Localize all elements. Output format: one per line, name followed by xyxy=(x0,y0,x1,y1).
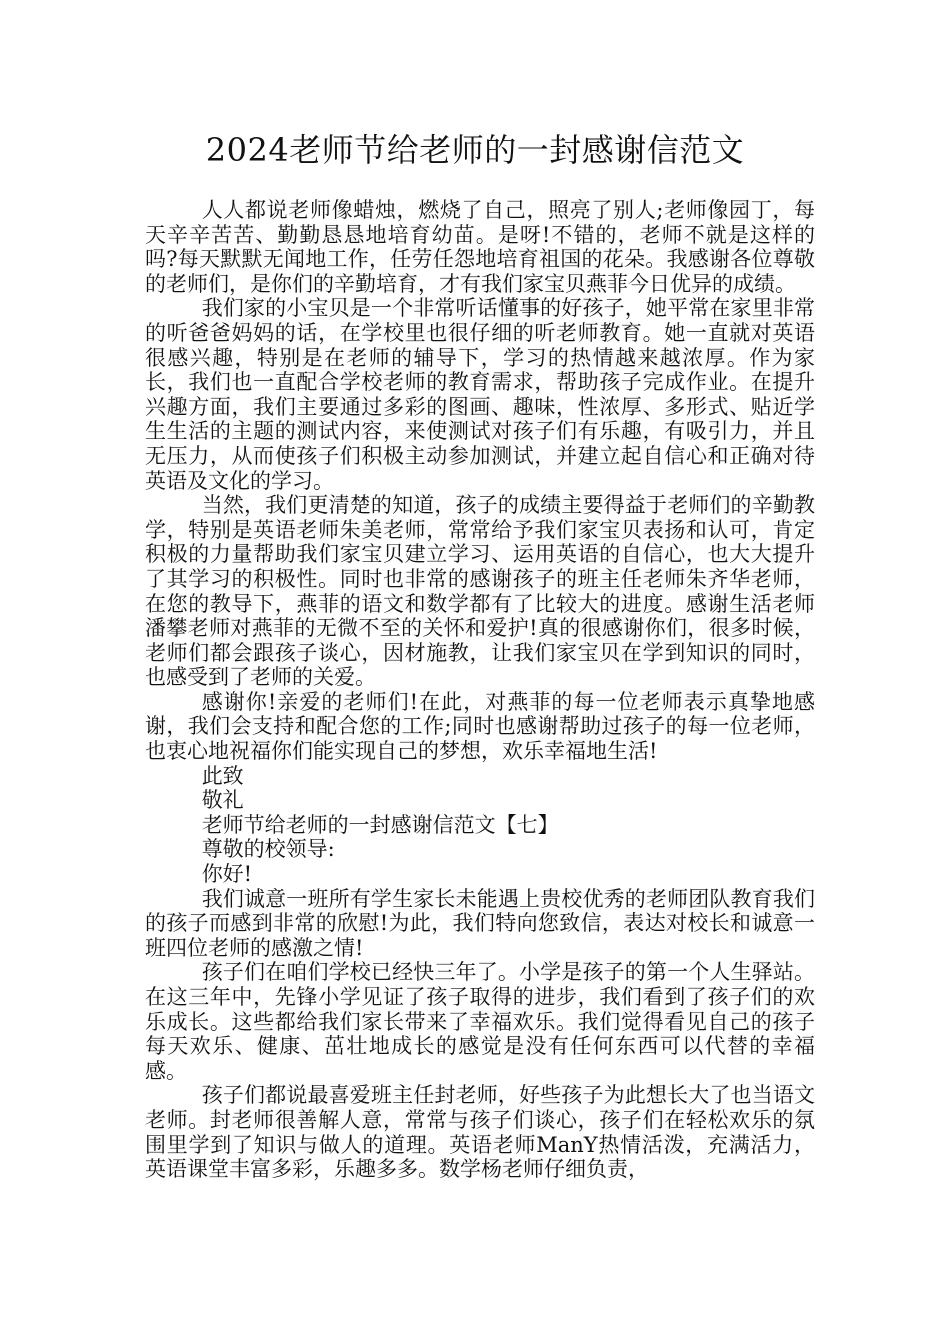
paragraph: 孩子们都说最喜爱班主任封老师，好些孩子为此想长大了也当语文老师。封老师很善解人意，常常与孩子们谈心，孩子们在轻松欢乐的氛围里学到了知识与做人的道理。英语老师ManY热情活泼，充满活力，英语课堂丰富多彩，乐趣多多。数学杨老师仔细负责， xyxy=(145,1083,815,1182)
paragraph: 感谢你!亲爱的老师们!在此，对燕菲的每一位老师表示真挚地感谢，我们会支持和配合您的工作;同时也感谢帮助过孩子的每一位老师，也衷心地祝福你们能实现自己的梦想，欢乐幸福地生活! xyxy=(145,689,815,764)
paragraph: 孩子们在咱们学校已经快三年了。小学是孩子的第一个人生驿站。在这三年中，先锋小学见证了孩子取得的进步，我们看到了孩子们的欢乐成长。这些都给我们家长带来了幸福欢乐。我们觉得看见自己的孩子每天欢乐、健康、茁壮地成长的感觉是没有任何东西可以代替的幸福感。 xyxy=(145,960,815,1083)
closing-line: 此致 xyxy=(201,763,244,788)
greeting-line: 尊敬的校领导: xyxy=(201,837,335,862)
paragraph: 我们家的小宝贝是一个非常听话懂事的好孩子，她平常在家里非常的听爸爸妈妈的话，在学校里也很仔细的听老师教育。她一直就对英语很感兴趣，特别是在老师的辅导下，学习的热情越来越浓厚。作为家长，我们也一直配合学校老师的教育需求，帮助孩子完成作业。在提升兴趣方面，我们主要通过多彩的图画、趣味，性浓厚、多形式、贴近学生生活的主题的测试内容，来使测试对孩子们有乐趣，有吸引力，并且无压力，从而使孩子们积极主动参加测试，并建立起自信心和正确对待英语及文化的学习。 xyxy=(145,296,815,493)
paragraph: 人人都说老师像蜡烛，燃烧了自己，照亮了别人;老师像园丁，每天辛辛苦苦、勤勤恳恳地培育幼苗。是呀!不错的，老师不就是这样的吗?每天默默无闻地工作，任劳任怨地培育祖国的花朵。我感谢各位尊敬的老师们，是你们的辛勤培育，才有我们家宝贝燕菲今日优异的成绩。 xyxy=(145,198,815,296)
paragraph: 当然，我们更清楚的知道，孩子的成绩主要得益于老师们的辛勤教学，特别是英语老师朱美老师，常常给予我们家宝贝表扬和认可，肯定积极的力量帮助我们家宝贝建立学习、运用英语的自信心，也大大提升了其学习的积极性。同时也非常的感谢孩子的班主任老师朱齐华老师，在您的教导下，燕菲的语文和数学都有了比较大的进度。感谢生活老师潘攀老师对燕菲的无微不至的关怀和爱护!真的很感谢你们，很多时候，老师们都会跟孩子谈心，因材施教，让我们家宝贝在学到知识的同时，也感受到了老师的关爱。 xyxy=(145,493,815,690)
document-body xyxy=(145,198,815,1182)
salutation-line: 敬礼 xyxy=(201,788,244,813)
paragraph: 我们诚意一班所有学生家长未能遇上贵校优秀的老师团队教育我们的孩子而感到非常的欣慰!为此，我们特向您致信，表达对校长和诚意一班四位老师的感激之情! xyxy=(145,886,815,960)
greeting-line: 你好! xyxy=(201,862,253,887)
document-title: 2024老师节给老师的一封感谢信范文 xyxy=(205,131,745,169)
section-heading: 老师节给老师的一封感谢信范文【七】 xyxy=(201,812,559,837)
